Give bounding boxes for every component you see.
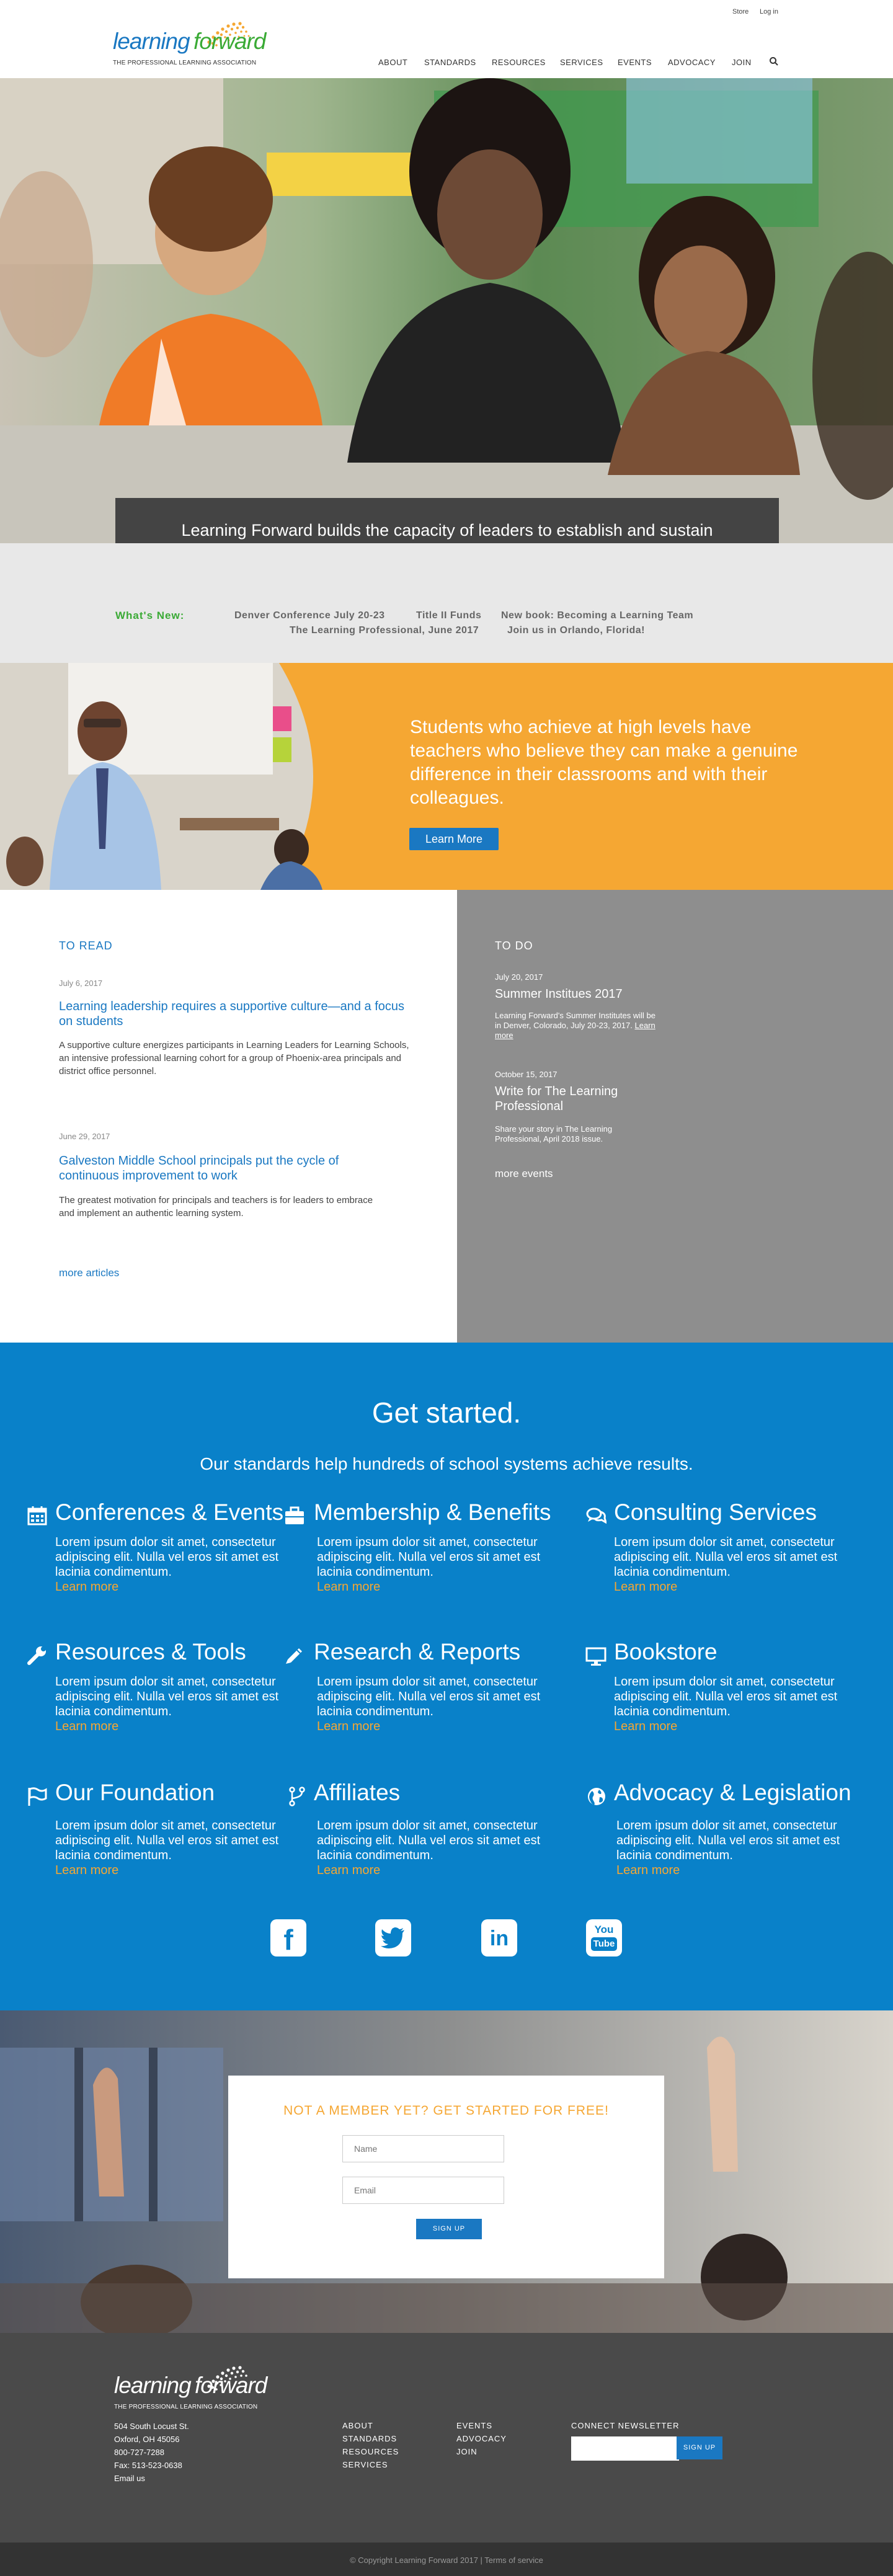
service-learn-more-link[interactable]: Learn more: [614, 1720, 678, 1733]
footer-link-about[interactable]: ABOUT: [342, 2421, 373, 2430]
service-learn-more-link[interactable]: Learn more: [55, 1580, 119, 1594]
promo-text: Students who achieve at high levels have teachers who believe they can make a genuine difference in their classrooms and with their colleagues.: [410, 717, 798, 808]
newsletter-email-input[interactable]: [571, 2436, 679, 2461]
service-description: Lorem ipsum dolor sit amet, consectetur adipiscing elit. Nulla vel eros sit amet est lacinia condimentum.: [614, 1675, 838, 1718]
whats-new-label: What's New:: [115, 610, 185, 621]
learn-more-button[interactable]: Learn More: [409, 828, 499, 850]
teacher-photo-illustration: [0, 663, 347, 890]
newsletter-signup-button[interactable]: SIGN UP: [677, 2436, 722, 2459]
facebook-glyph: f: [283, 1924, 293, 1956]
to-read-heading: TO READ: [59, 939, 113, 952]
footer-logo[interactable]: [114, 2361, 275, 2414]
service-title-bookstore[interactable]: Bookstore: [614, 1639, 718, 1664]
linkedin-glyph: in: [489, 1927, 509, 1950]
service-description: Lorem ipsum dolor sit amet, consectetur adipiscing elit. Nulla vel eros sit amet est lacinia condimentum.: [616, 1819, 840, 1862]
signup-button[interactable]: SIGN UP: [416, 2219, 482, 2239]
service-title-membership[interactable]: Membership & Benefits: [314, 1499, 551, 1525]
article-date: June 29, 2017: [59, 1132, 110, 1141]
whats-new-band: [0, 543, 893, 663]
briefcase-icon: [284, 1506, 305, 1527]
logo-tagline: THE PROFESSIONAL LEARNING ASSOCIATION: [113, 60, 257, 66]
whats-new-item[interactable]: Title II Funds: [416, 610, 482, 621]
event-summary: Share your story in The Learning Professional, April 2018 issue.: [495, 1124, 613, 1144]
site-logo[interactable]: [113, 17, 274, 70]
hero-caption-text: Learning Forward builds the capacity of leaders to establish and sustain: [181, 521, 713, 540]
event-date: July 20, 2017: [495, 972, 543, 982]
service-learn-more-link[interactable]: Learn more: [55, 1863, 119, 1877]
footer-link-resources[interactable]: RESOURCES: [342, 2447, 399, 2456]
linkedin-icon[interactable]: [481, 1919, 517, 1956]
service-description: Lorem ipsum dolor sit amet, consectetur adipiscing elit. Nulla vel eros sit amet est lacinia condimentum.: [55, 1675, 279, 1718]
facebook-icon[interactable]: [270, 1919, 306, 1956]
signup-heading: NOT A MEMBER YET? GET STARTED FOR FREE!: [283, 2103, 609, 2118]
to-do-column: [457, 890, 893, 1343]
nav-join[interactable]: JOIN: [732, 58, 752, 67]
whats-new-item[interactable]: Join us in Orlando, Florida!: [507, 625, 646, 636]
event-summary-text: Learning Forward's Summer Institutes will be in Denver, Colorado, July 20-23, 2017.: [495, 1011, 655, 1030]
service-title-research[interactable]: Research & Reports: [314, 1639, 521, 1664]
nav-services[interactable]: SERVICES: [560, 58, 603, 67]
newsletter-label: CONNECT NEWSLETTER: [571, 2421, 680, 2430]
get-started-subtitle: Our standards help hundreds of school systems achieve results.: [200, 1454, 693, 1473]
service-description: Lorem ipsum dolor sit amet, consectetur adipiscing elit. Nulla vel eros sit amet est lacinia condimentum.: [55, 1819, 279, 1862]
event-date: October 15, 2017: [495, 1070, 558, 1079]
service-learn-more-link[interactable]: Learn more: [55, 1720, 119, 1733]
fork-icon: [287, 1786, 308, 1807]
store-link[interactable]: Store: [732, 8, 749, 16]
event-learn-more-link[interactable]: Learn more: [495, 1021, 655, 1040]
flag-icon: [27, 1786, 48, 1807]
service-title-conferences[interactable]: Conferences & Events: [55, 1499, 284, 1525]
pencil-icon: [284, 1645, 305, 1666]
service-learn-more-link[interactable]: Learn more: [317, 1720, 381, 1733]
email-field[interactable]: [342, 2177, 504, 2204]
footer-link-services[interactable]: SERVICES: [342, 2460, 388, 2469]
nav-resources[interactable]: RESOURCES: [492, 58, 546, 67]
more-articles-link[interactable]: more articles: [59, 1267, 120, 1279]
youtube-glyph-bottom: Tube: [591, 1937, 617, 1951]
service-learn-more-link[interactable]: Learn more: [614, 1580, 678, 1594]
service-title-resources[interactable]: Resources & Tools: [55, 1639, 246, 1664]
footer-link-standards[interactable]: STANDARDS: [342, 2434, 398, 2443]
fax-line: Fax: 513-523-0638: [114, 2461, 182, 2470]
nav-events[interactable]: EVENTS: [618, 58, 652, 67]
service-learn-more-link[interactable]: Learn more: [616, 1863, 680, 1877]
footer-link-join[interactable]: JOIN: [456, 2447, 478, 2456]
to-do-heading: TO DO: [495, 939, 533, 952]
service-description: Lorem ipsum dolor sit amet, consectetur adipiscing elit. Nulla vel eros sit amet est lacinia condimentum.: [317, 1675, 541, 1718]
service-learn-more-link[interactable]: Learn more: [317, 1863, 381, 1877]
monitor-icon: [585, 1646, 606, 1667]
phone-line: 800-727-7288: [114, 2448, 164, 2457]
article-date: July 6, 2017: [59, 979, 103, 988]
address-line: Oxford, OH 45056: [114, 2435, 180, 2444]
footer-logo-learning-text: learning: [114, 2373, 191, 2398]
service-description: Lorem ipsum dolor sit amet, consectetur adipiscing elit. Nulla vel eros sit amet est lacinia condimentum.: [317, 1819, 541, 1862]
nav-standards[interactable]: STANDARDS: [424, 58, 476, 67]
get-started-title: Get started.: [371, 1397, 522, 1429]
wrench-icon: [27, 1645, 48, 1666]
name-field[interactable]: [342, 2135, 504, 2162]
article-title[interactable]: Galveston Middle School principals put the cycle of continuous improvement to work: [59, 1154, 339, 1183]
twitter-icon[interactable]: [375, 1919, 411, 1956]
service-learn-more-link[interactable]: Learn more: [317, 1580, 381, 1594]
footer-address: [114, 2420, 189, 2485]
hero-photo-illustration: [0, 78, 893, 543]
service-title-foundation[interactable]: Our Foundation: [55, 1780, 215, 1805]
logo-forward-text: forward: [193, 29, 266, 54]
more-events-link[interactable]: more events: [495, 1168, 553, 1179]
footer-logo-forward-text: forward: [195, 2373, 267, 2398]
event-summary: [495, 1011, 656, 1041]
calendar-icon: [27, 1505, 48, 1526]
login-link[interactable]: Log in: [760, 8, 778, 16]
whats-new-item[interactable]: Denver Conference July 20-23: [234, 610, 385, 621]
chat-icon: [585, 1506, 606, 1527]
service-title-affiliates[interactable]: Affiliates: [314, 1780, 401, 1805]
service-description: Lorem ipsum dolor sit amet, consectetur adipiscing elit. Nulla vel eros sit amet est lacinia condimentum.: [55, 1535, 279, 1579]
twitter-bird-icon: [381, 1927, 406, 1948]
youtube-icon[interactable]: [586, 1919, 622, 1956]
service-title-consulting[interactable]: Consulting Services: [614, 1499, 817, 1525]
whats-new-item[interactable]: The Learning Professional, June 2017: [290, 625, 479, 636]
article-summary: The greatest motivation for principals and teachers is for leaders to embrace and implement an authentic learning system.: [59, 1195, 373, 1219]
article-title[interactable]: Learning leadership requires a supportive culture—and a focus on students: [59, 1000, 405, 1028]
globe-icon: [586, 1786, 607, 1807]
service-title-advocacy[interactable]: Advocacy & Legislation: [614, 1780, 851, 1805]
copyright-text: © Copyright Learning Forward 2017 | Terms of service: [350, 2556, 543, 2565]
article-summary: A supportive culture energizes participants in Learning Leaders for Learning Schools, an intensive professional learning cohort for a group of Phoenix-area principals and district office personnel.: [59, 1040, 409, 1077]
address-line: 504 South Locust St.: [114, 2422, 189, 2431]
event-title[interactable]: Summer Institues 2017: [495, 987, 623, 1001]
search-icon[interactable]: [769, 56, 779, 66]
hero-image: [0, 78, 893, 543]
service-description: Lorem ipsum dolor sit amet, consectetur adipiscing elit. Nulla vel eros sit amet est lacinia condimentum.: [317, 1535, 541, 1579]
footer-link-events[interactable]: EVENTS: [456, 2421, 493, 2430]
youtube-glyph-top: You: [594, 1924, 614, 1935]
service-description: Lorem ipsum dolor sit amet, consectetur adipiscing elit. Nulla vel eros sit amet est lacinia condimentum.: [614, 1535, 838, 1579]
nav-about[interactable]: ABOUT: [378, 58, 408, 67]
nav-advocacy[interactable]: ADVOCACY: [668, 58, 716, 67]
footer-logo-tagline: THE PROFESSIONAL LEARNING ASSOCIATION: [114, 2404, 258, 2410]
whats-new-item[interactable]: New book: Becoming a Learning Team: [501, 610, 694, 621]
footer-link-advocacy[interactable]: ADVOCACY: [456, 2434, 507, 2443]
email-us-link[interactable]: Email us: [114, 2474, 145, 2483]
logo-learning-text: learning: [113, 29, 190, 54]
event-title[interactable]: Write for The Learning Professional: [495, 1085, 618, 1113]
